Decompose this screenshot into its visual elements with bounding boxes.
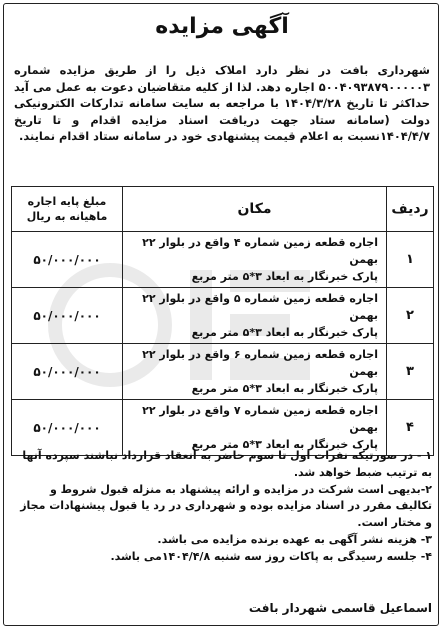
row-number: ۱ bbox=[387, 232, 434, 288]
condition-item: ۲-بدیهی است شرکت در مزایده و ارائه پیشنهاد به منزله قبول شروط و تکالیف مقرر در اسناد مزایده بوده و شهرداری در رد یا قبول پیشنهادات مجاز و مختار است. bbox=[20, 482, 432, 530]
row-number: ۴ bbox=[387, 400, 434, 456]
description-line2: پارک خبرنگار به ابعاد ۳*۵ متر مربع bbox=[191, 382, 378, 395]
table-row bbox=[12, 232, 434, 288]
row-price: ۵۰/۰۰۰/۰۰۰ bbox=[12, 400, 123, 456]
signature: اسماعیل قاسمی شهردار بافت bbox=[248, 601, 432, 615]
description-line1: اجاره قطعه زمین شماره ۶ واقع در بلوار ۲۲ بهمن bbox=[142, 348, 378, 378]
page-title: آگهی مزایده bbox=[155, 14, 289, 39]
header-price-line1: مبلغ پایه اجاره bbox=[27, 195, 107, 208]
description-line2: پارک خبرنگار به ابعاد ۳*۵ متر مربع bbox=[191, 438, 378, 451]
table-row bbox=[12, 288, 434, 344]
row-description bbox=[123, 288, 387, 344]
header-price-line2: ماهیانه به ریال bbox=[26, 210, 108, 223]
description-line1: اجاره قطعه زمین شماره ۴ واقع در بلوار ۲۲ بهمن bbox=[142, 236, 378, 266]
auction-table bbox=[11, 186, 434, 456]
row-price: ۵۰/۰۰۰/۰۰۰ bbox=[12, 288, 123, 344]
row-description bbox=[123, 232, 387, 288]
conditions-list bbox=[12, 448, 432, 566]
condition-item: ۳- هزینه نشر آگهی به عهده برنده مزایده می باشد. bbox=[157, 532, 432, 546]
table-header-row bbox=[12, 187, 434, 232]
description-line1: اجاره قطعه زمین شماره ۷ واقع در بلوار ۲۲ بهمن bbox=[142, 404, 378, 434]
table-row bbox=[12, 344, 434, 400]
row-number: ۲ bbox=[387, 288, 434, 344]
header-row-number: ردیف bbox=[387, 187, 434, 232]
intro-paragraph: شهرداری بافت در نظر دارد املاک ذیل را از طریق مزایده شماره ۵۰۰۴۰۹۳۸۷۹۰۰۰۰۰۳ اجاره دهد. لذا از کلیه متقاضیان دعوت به عمل می آید حداکثر تا تاریخ ۱۴۰۴/۳/۲۸ با مراجعه به سایت سامانه تدارکات الکترونیکی دولت (سامانه ستاد جهت دریافت اسناد مزایده اقدام و تا تاریخ ۱۴۰۴/۴/۷نسبت به اعلام قیمت پیشنهادی خود در سامانه ستاد اقدام نمایند. bbox=[14, 63, 430, 143]
row-price: ۵۰/۰۰۰/۰۰۰ bbox=[12, 344, 123, 400]
description-line2: پارک خبرنگار به ابعاد ۳*۵ متر مربع bbox=[191, 270, 378, 283]
header-place: مکان bbox=[123, 187, 387, 232]
description-line1: اجاره قطعه زمین شماره ۵ واقع در بلوار ۲۲ بهمن bbox=[142, 292, 378, 322]
row-description bbox=[123, 344, 387, 400]
description-line2: پارک خبرنگار به ابعاد ۳*۵ متر مربع bbox=[191, 326, 378, 339]
condition-item: ۱ - در صورتیکه نفرات اول تا سوم حاضر به انعقاد قرارداد نباشند سپرده آنها به ترتیب ضبط خواهد شد. bbox=[22, 449, 432, 479]
condition-item: ۴- جلسه رسیدگی به پاکات روز سه شنبه ۱۴۰۴/۴/۸می باشد. bbox=[110, 549, 432, 563]
row-price: ۵۰/۰۰۰/۰۰۰ bbox=[12, 232, 123, 288]
header-base-price bbox=[12, 187, 123, 232]
row-number: ۳ bbox=[387, 344, 434, 400]
